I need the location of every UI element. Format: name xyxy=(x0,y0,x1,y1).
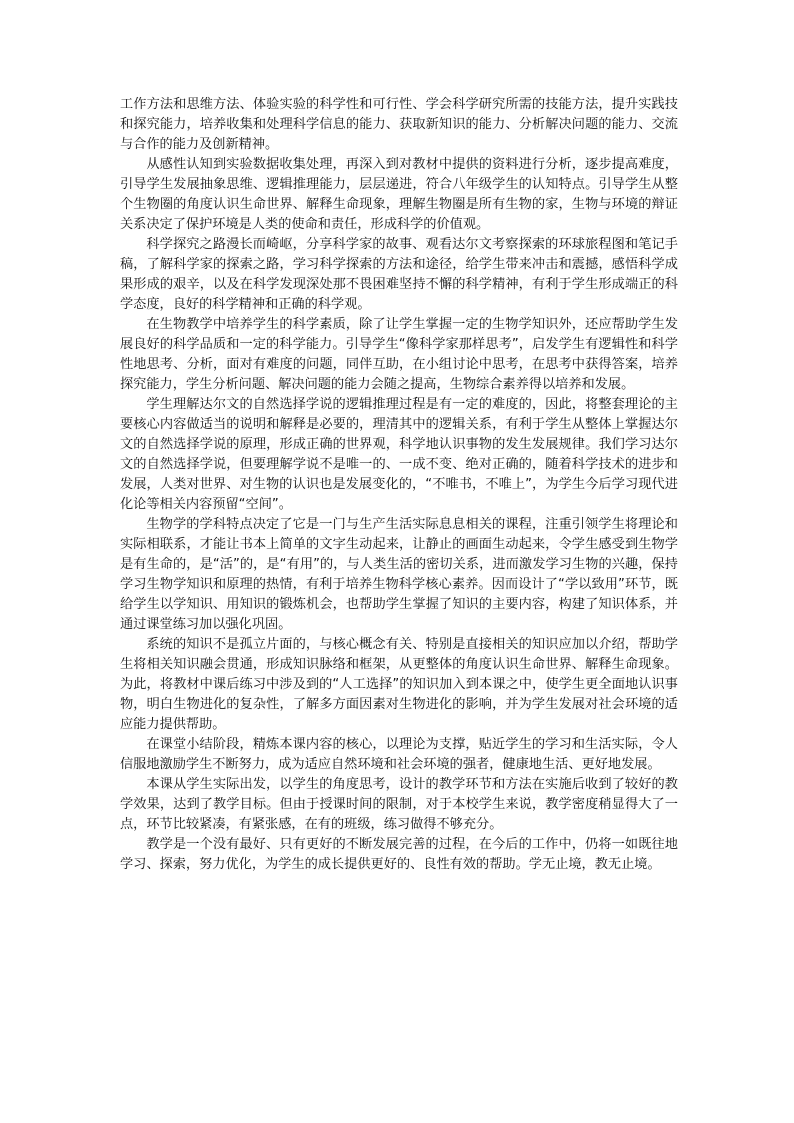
paragraph-1: 工作方法和思维方法、体验实验的科学性和可行性、学会科学研究所需的技能方法，提升实践技和探究能力，培养收集和处理科学信息的能力、获取新知识的能力、分析解决问题的能力、交流与合作的能力及创新精神。 xyxy=(120,97,678,152)
paragraph-9: 本课从学生实际出发，以学生的角度思考，设计的教学环节和方法在实施后收到了较好的教学效果，达到了教学目标。但由于授课时间的限制，对于本校学生来说，教学密度稍显得大了一点，环节比较紧凑，有紧张感，在有的班级，练习做得不够充分。 xyxy=(120,777,678,832)
paragraph-10: 教学是一个没有最好、只有更好的不断发展完善的过程，在今后的工作中，仍将一如既往地学习、探索，努力优化，为学生的成长提供更好的、良性有效的帮助。学无止境，教无止境。 xyxy=(120,837,678,872)
paragraph-8: 在课堂小结阶段，精炼本课内容的核心，以理论为支撑，贴近学生的学习和生活实际，令人信服地激励学生不断努力，成为适应自然环境和社会环境的强者，健康地生活、更好地发展。 xyxy=(120,737,678,772)
paragraph-5: 学生理解达尔文的自然选择学说的逻辑推理过程是有一定的难度的，因此，将整套理论的主要核心内容做适当的说明和解释是必要的，理清其中的逻辑关系，有利于学生从整体上掌握达尔文的自然选择学说的原理，形成正确的世界观，科学地认识事物的发生发展规律。我们学习达尔文的自然选择学说，但要理解学说不是唯一的、一成不变、绝对正确的，随着科学技术的进步和发展，人类对世界、对生物的认识也是发展变化的，“不唯书，不唯上”，为学生今后学习现代进化论等相关内容预留“空间”。 xyxy=(120,397,678,512)
paragraph-6: 生物学的学科特点决定了它是一门与生产生活实际息息相关的课程，注重引领学生将理论和实际相联系，才能让书本上简单的文字生动起来，让静止的画面生动起来，令学生感受到生物学是有生命的，是“活”的，是“有用”的，与人类生活的密切关系，进而激发学习生物的兴趣，保持学习生物学知识和原理的热情，有利于培养生物科学核心素养。因而设计了“学以致用”环节，既给学生以学知识、用知识的锻炼机会，也帮助学生掌握了知识的主要内容，构建了知识体系，并通过课堂练习加以强化巩固。 xyxy=(120,517,678,632)
document-body xyxy=(120,95,678,875)
paragraph-7: 系统的知识不是孤立片面的，与核心概念有关、特别是直接相关的知识应加以介绍，帮助学生将相关知识融会贯通，形成知识脉络和框架，从更整体的角度认识生命世界、解释生命现象。为此，将教材中课后练习中涉及到的“人工选择”的知识加入到本课之中，使学生更全面地认识事物，明白生物进化的复杂性，了解多方面因素对生物进化的影响，并为学生发展对社会环境的适应能力提供帮助。 xyxy=(120,637,678,732)
paragraph-3: 科学探究之路漫长而崎岖，分享科学家的故事、观看达尔文考察探索的环球旅程图和笔记手稿，了解科学家的探索之路，学习科学探索的方法和途径，给学生带来冲击和震撼，感悟科学成果形成的艰辛，以及在科学发现深处那不畏困难坚持不懈的科学精神，有利于学生形成端正的科学态度，良好的科学精神和正确的科学观。 xyxy=(120,237,678,312)
paragraph-2: 从感性认知到实验数据收集处理，再深入到对教材中提供的资料进行分析，逐步提高难度，引导学生发展抽象思维、逻辑推理能力，层层递进，符合八年级学生的认知特点。引导学生从整个生物圈的角度认识生命世界、解释生命现象，理解生物圈是所有生物的家，生物与环境的辩证关系决定了保护环境是人类的使命和责任，形成科学的价值观。 xyxy=(120,157,678,232)
paragraph-4: 在生物教学中培养学生的科学素质，除了让学生掌握一定的生物学知识外，还应帮助学生发展良好的科学品质和一定的科学能力。引导学生“像科学家那样思考”，启发学生有逻辑性和科学性地思考、分析，面对有难度的问题，同伴互助，在小组讨论中思考，在思考中获得答案，培养探究能力，学生分析问题、解决问题的能力会随之提高，生物综合素养得以培养和发展。 xyxy=(120,317,678,392)
